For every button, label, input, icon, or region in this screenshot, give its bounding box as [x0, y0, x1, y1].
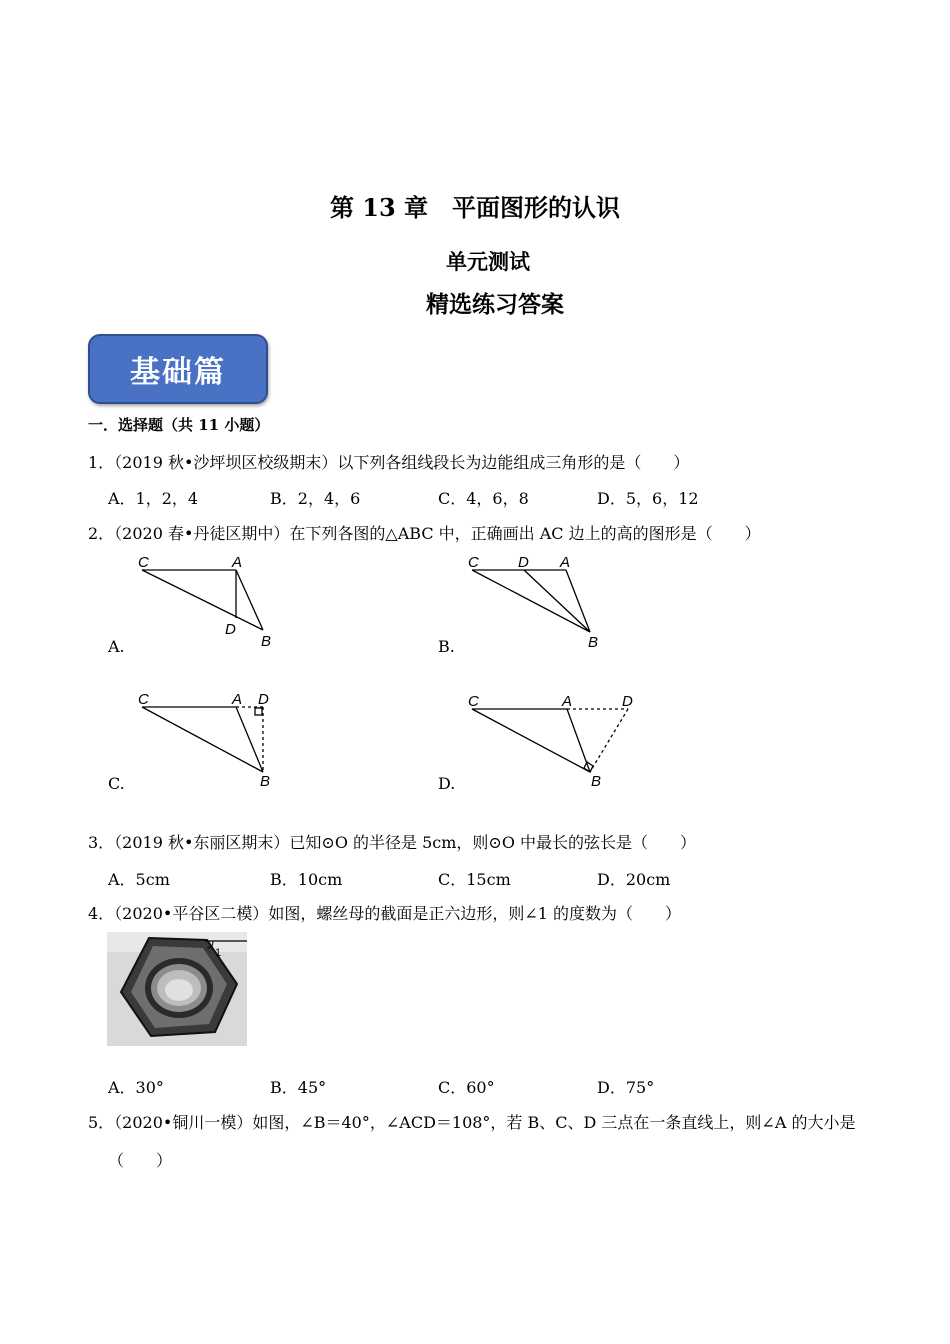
question-5-text: 5．（2020•铜川一模）如图，∠B＝40°，∠ACD＝108°，若 B、C、D 三点在一条直线上，则∠A 的大小是	[88, 1113, 856, 1132]
angle-1-label: 1	[215, 947, 222, 959]
figure-2c-label: C.	[108, 774, 125, 793]
figure-2d-vertex-c: C	[468, 693, 479, 710]
question-3-option-a: A．5cm	[108, 870, 170, 889]
question-3-option-b: B．10cm	[270, 870, 343, 889]
question-4-text: 4．（2020•平谷区二模）如图，螺丝母的截面是正六边形，则∠1 的度数为（ ）	[88, 904, 682, 923]
question-5-blank: （ ）	[108, 1151, 173, 1170]
figure-2a-vertex-d: D	[225, 621, 236, 638]
basic-section-badge: 基础篇	[88, 334, 268, 404]
figure-2b-vertex-b: B	[588, 634, 599, 651]
question-4-option-d: D．75°	[597, 1078, 655, 1097]
figure-2c-vertex-b: B	[260, 773, 271, 790]
figure-2a-label: A.	[108, 637, 125, 656]
figure-2a	[130, 552, 280, 652]
question-1-text: 1．（2019 秋•沙坪坝区校级期末）以下列各组线段长为边能组成三角形的是（ ）	[88, 453, 690, 472]
unit-test-subtitle: 单元测试	[446, 249, 530, 274]
question-4-option-c: C．60°	[438, 1078, 495, 1097]
figure-2c	[130, 688, 290, 793]
figure-2d-vertex-d: D	[622, 693, 633, 710]
figure-2d-vertex-a: A	[562, 693, 573, 710]
figure-2d-vertex-b: B	[591, 773, 602, 790]
figure-2a-vertex-c: C	[138, 554, 149, 571]
figure-2b-vertex-d: D	[518, 554, 529, 571]
question-1-option-c: C．4，6，8	[438, 489, 529, 508]
section-heading: 一．选择题（共 11 小题）	[88, 416, 270, 434]
question-1-option-d: D．5，6，12	[597, 489, 699, 508]
question-3-text: 3．（2019 秋•东丽区期末）已知⊙O 的半径是 5cm，则⊙O 中最长的弦长是（ ）	[88, 833, 697, 852]
figure-2b	[460, 552, 610, 652]
question-1-option-a: A．1，2，4	[108, 489, 199, 508]
answers-subtitle: 精选练习答案	[426, 291, 564, 318]
figure-2a-vertex-b: B	[261, 633, 272, 650]
hex-nut-photo	[107, 932, 247, 1046]
question-4-option-b: B．45°	[270, 1078, 327, 1097]
figure-2d-label: D.	[438, 774, 456, 793]
figure-2b-label: B.	[438, 637, 455, 656]
figure-2d	[460, 688, 650, 793]
chapter-title: 第 13 章 平面图形的认识	[329, 193, 621, 222]
question-1-option-b: B．2，4，6	[270, 489, 361, 508]
figure-2b-vertex-a: A	[560, 554, 571, 571]
question-3-option-c: C．15cm	[438, 870, 511, 889]
figure-2c-vertex-c: C	[138, 691, 149, 708]
figure-2a-vertex-a: A	[232, 554, 243, 571]
figure-2b-vertex-c: C	[468, 554, 479, 571]
figure-2c-vertex-a: A	[232, 691, 243, 708]
question-4-option-a: A．30°	[108, 1078, 164, 1097]
question-2-text: 2．（2020 春•丹徒区期中）在下列各图的△ABC 中，正确画出 AC 边上的高的图形是（ ）	[88, 524, 761, 543]
question-3-option-d: D．20cm	[597, 870, 671, 889]
figure-2c-vertex-d: D	[258, 691, 269, 708]
